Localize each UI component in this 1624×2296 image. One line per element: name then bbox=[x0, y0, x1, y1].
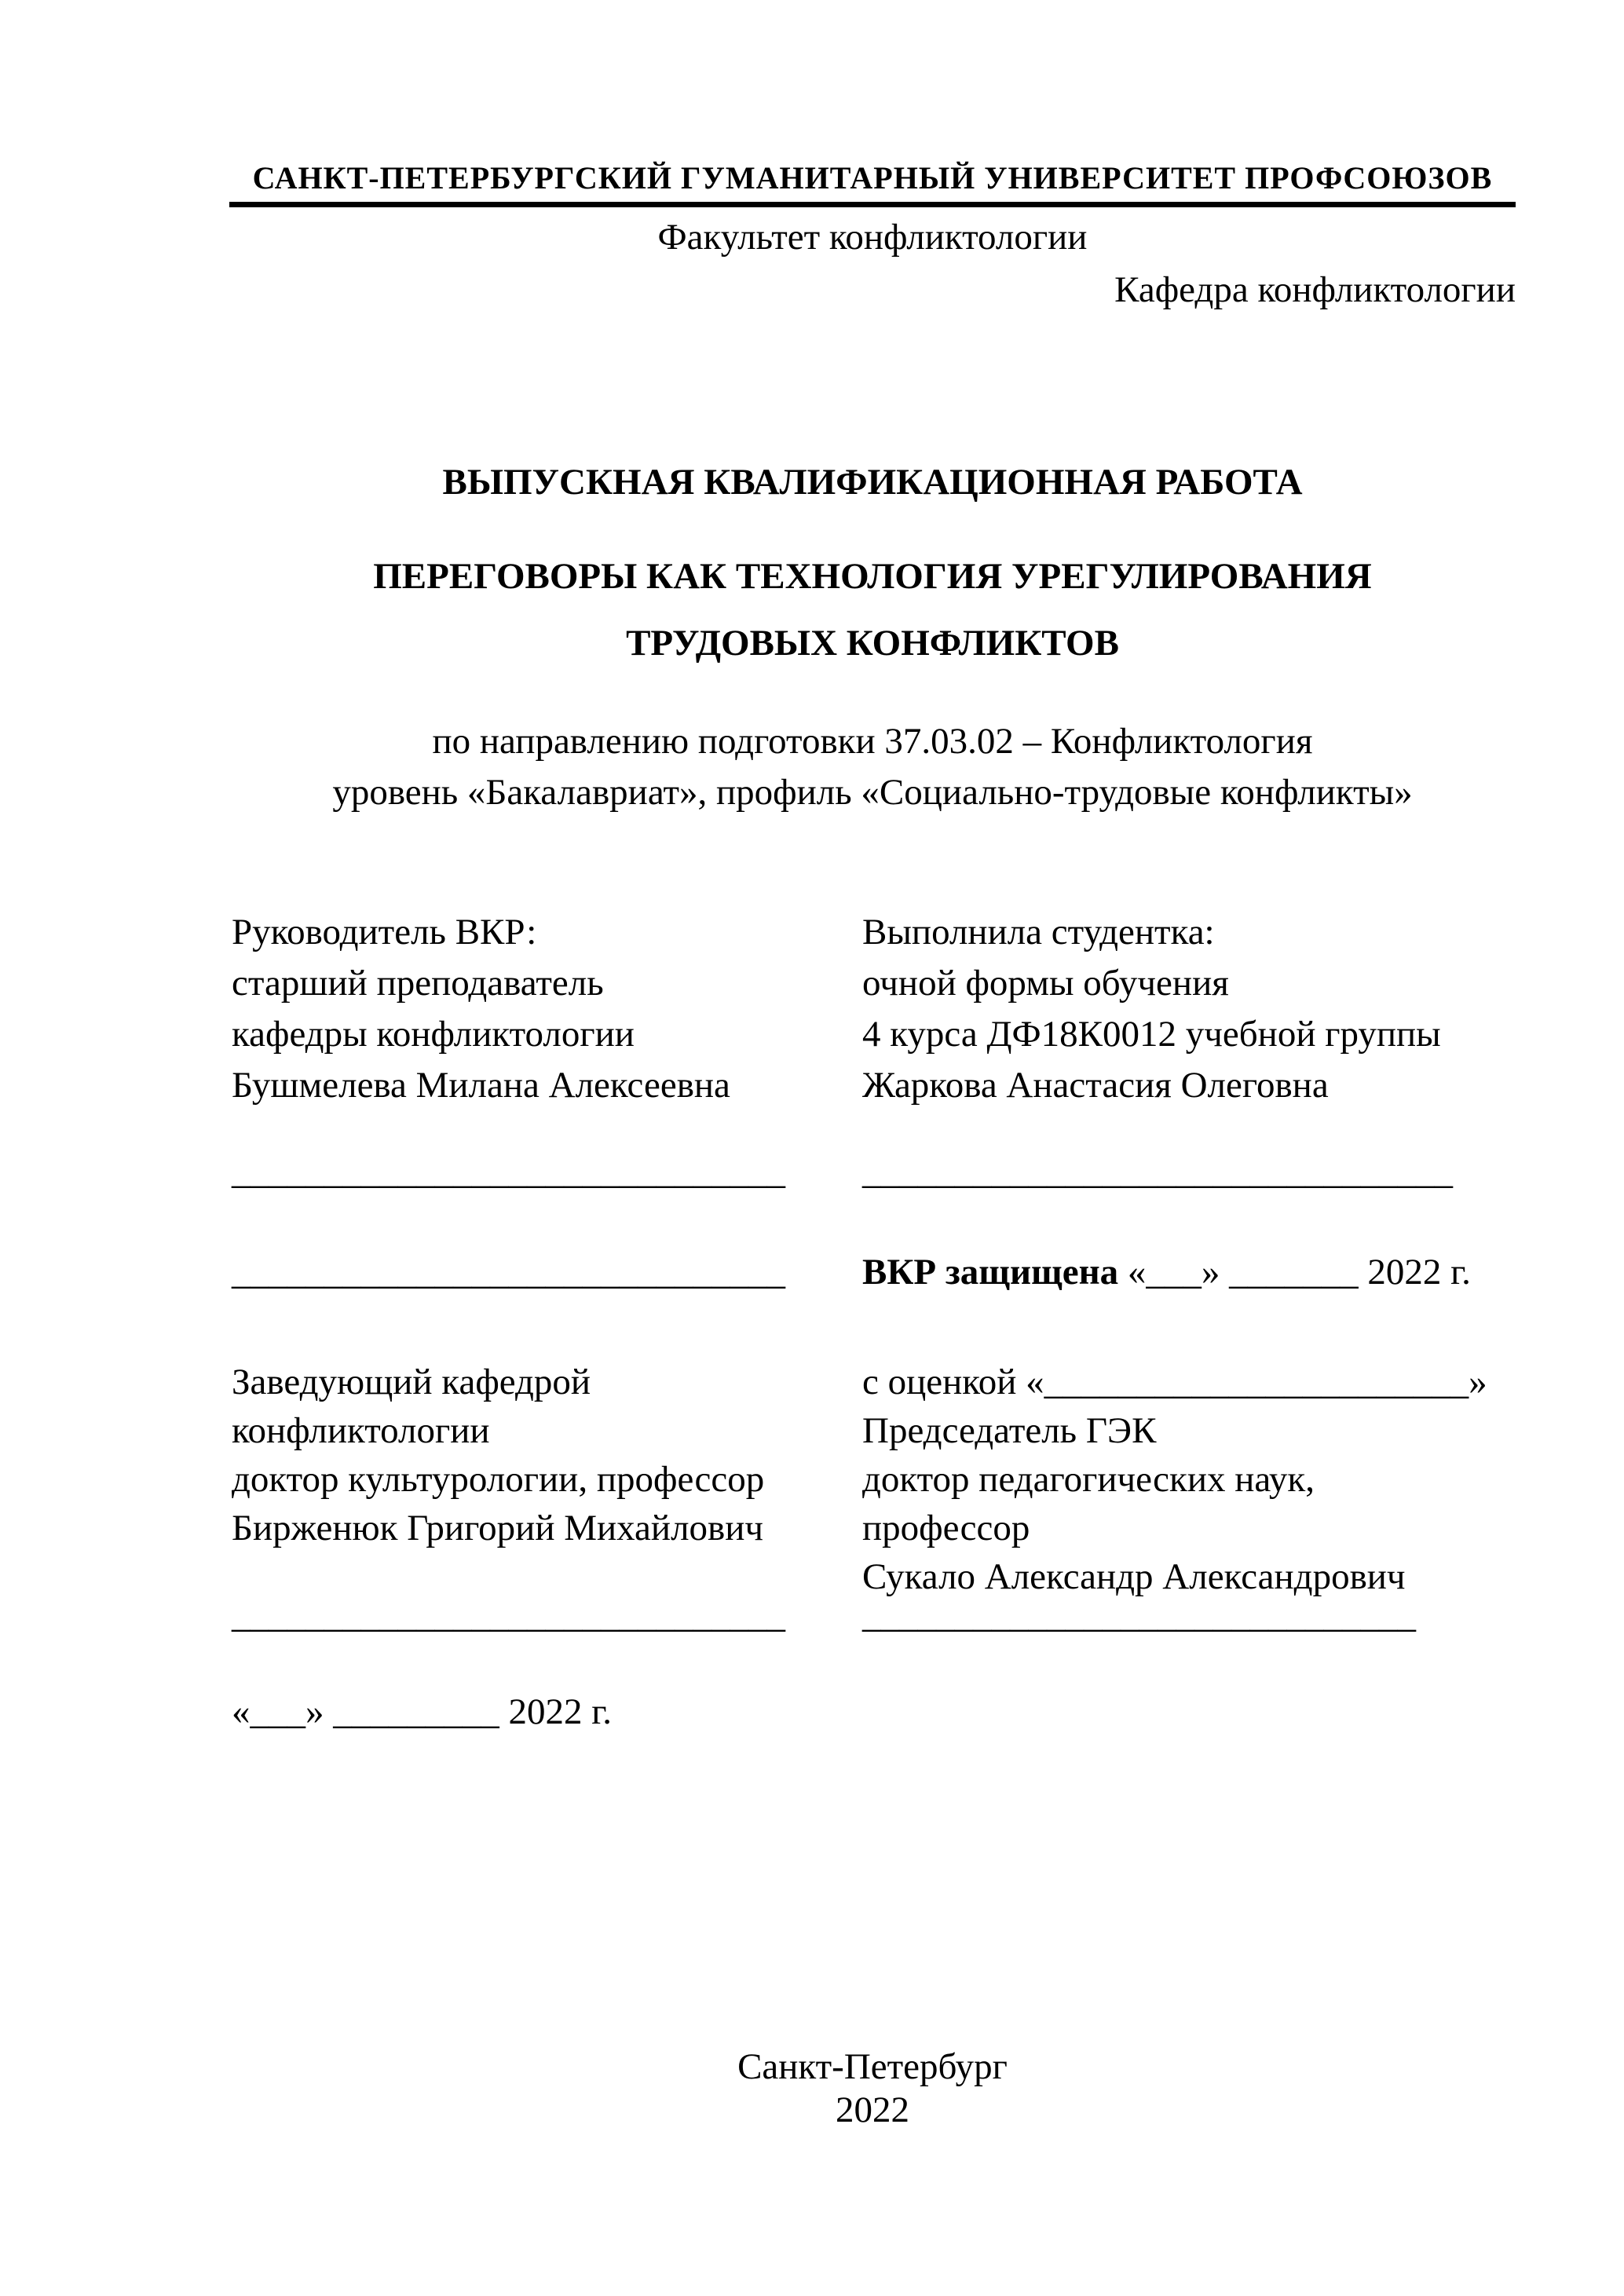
header-rule bbox=[229, 202, 1516, 207]
program-line: по направлению подготовки 37.03.02 – Конфликтология bbox=[432, 721, 1313, 762]
faculty-name: Факультет конфликтологии bbox=[657, 217, 1088, 258]
student-study-form: очной формы обучения bbox=[862, 963, 1229, 1004]
head-of-department-signature-line: ______________________________ bbox=[232, 1595, 785, 1636]
gek-chair-line3: профессор bbox=[862, 1508, 1030, 1548]
defense-line-rest: «___» _______ 2022 г. bbox=[1118, 1252, 1471, 1292]
year-line: 2022 bbox=[836, 2089, 909, 2130]
head-of-department-name: Бирженюк Григорий Михайлович bbox=[232, 1508, 764, 1548]
supervisor-signature-line2: ______________________________ bbox=[232, 1252, 785, 1292]
level-profile-line: уровень «Бакалавриат», профиль «Социально-трудовые конфликты» bbox=[332, 772, 1413, 813]
student-label: Выполнила студентка: bbox=[862, 912, 1215, 952]
supervisor-name: Бушмелева Милана Алексеевна bbox=[232, 1065, 730, 1106]
department-name: Кафедра конфликтологии bbox=[1114, 269, 1516, 310]
gek-chair-line1: Председатель ГЭК bbox=[862, 1410, 1157, 1451]
head-of-department-line2: конфликтологии bbox=[232, 1410, 490, 1451]
gek-chair-signature-line: ______________________________ bbox=[862, 1595, 1416, 1636]
defense-line-bold: ВКР защищена bbox=[862, 1252, 1119, 1292]
defense-line bbox=[862, 1252, 1471, 1293]
head-of-department-line1: Заведующий кафедрой bbox=[232, 1362, 591, 1402]
head-of-department-line3: доктор культурологии, профессор bbox=[232, 1459, 765, 1500]
head-of-department-date-line: «___» _________ 2022 г. bbox=[232, 1691, 612, 1732]
thesis-title-line2: ТРУДОВЫХ КОНФЛИКТОВ bbox=[626, 623, 1119, 664]
supervisor-position-line2: кафедры конфликтологии bbox=[232, 1014, 635, 1055]
thesis-title-line1: ПЕРЕГОВОРЫ КАК ТЕХНОЛОГИЯ УРЕГУЛИРОВАНИЯ bbox=[373, 556, 1372, 597]
student-name: Жаркова Анастасия Олеговна bbox=[862, 1065, 1329, 1106]
student-signature-line: ________________________________ bbox=[862, 1151, 1453, 1192]
work-type-heading: ВЫПУСКНАЯ КВАЛИФИКАЦИОННАЯ РАБОТА bbox=[442, 462, 1303, 503]
grade-line: с оценкой «_______________________» bbox=[862, 1362, 1487, 1402]
supervisor-position-line1: старший преподаватель bbox=[232, 963, 604, 1004]
university-name: САНКТ-ПЕТЕРБУРГСКИЙ ГУМАНИТАРНЫЙ УНИВЕРСИТЕТ ПРОФСОЮЗОВ bbox=[252, 160, 1493, 196]
gek-chair-name: Сукало Александр Александрович bbox=[862, 1556, 1406, 1597]
gek-chair-line2: доктор педагогических наук, bbox=[862, 1459, 1315, 1500]
supervisor-label: Руководитель ВКР: bbox=[232, 912, 537, 952]
supervisor-signature-line1: ______________________________ bbox=[232, 1151, 785, 1192]
city-line: Санкт-Петербург bbox=[737, 2046, 1008, 2087]
student-group: 4 курса ДФ18К0012 учебной группы bbox=[862, 1014, 1441, 1055]
